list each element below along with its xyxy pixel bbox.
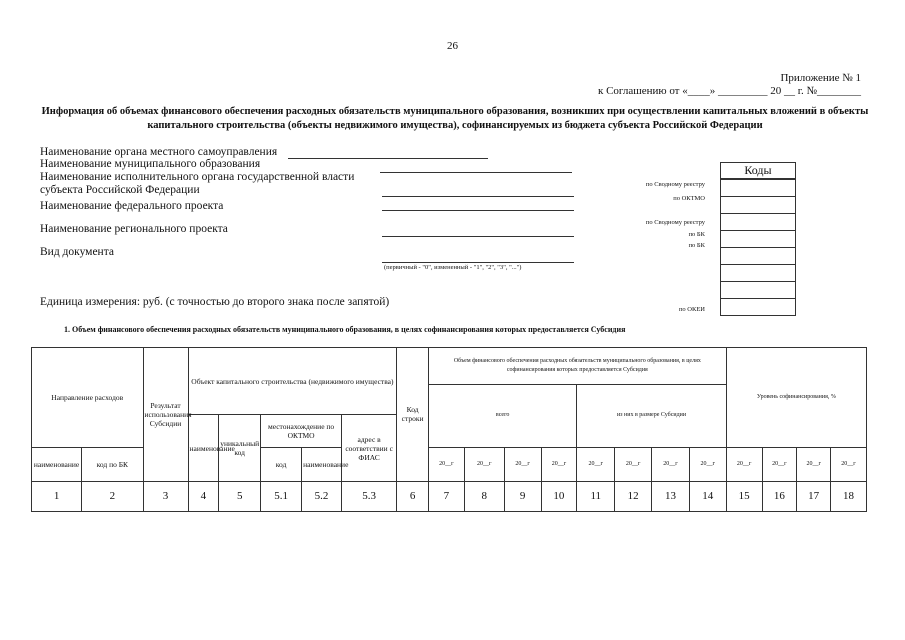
unit-label: Единица измерения: руб. (с точностью до второго знака после запятой) (40, 296, 390, 308)
local-gov-line[interactable] (288, 158, 488, 159)
year-header: 20__г (652, 447, 690, 481)
subsidy-table (31, 347, 867, 512)
year-header: 20__г (797, 447, 831, 481)
appendix-label: Приложение № 1 (780, 72, 861, 84)
code-cell-registry-2[interactable] (721, 214, 796, 231)
column-number: 7 (428, 481, 464, 511)
doc-type-line[interactable] (382, 262, 574, 263)
header-object-name: наименование (188, 415, 219, 481)
exec-body-label-2: субъекта Российской Федерации (40, 184, 200, 196)
header-bk-code: код по БК (82, 447, 143, 481)
codes-header: Коды (721, 163, 796, 180)
column-number: 18 (831, 481, 867, 511)
header-object: Объект капитального строительства (недвижимого имущества) (188, 348, 397, 415)
header-unique-code: уникальный код (219, 415, 261, 481)
okei-code-label: по ОКЕИ (678, 306, 705, 313)
doc-type-hint: (первичный - "0", измененный - "1", "2", "3", "...") (384, 264, 522, 271)
code-cell-bk-2[interactable] (721, 248, 796, 265)
registry-code-label-2: по Сводному реестру (645, 219, 705, 226)
column-number: 1 (32, 481, 82, 511)
year-header: 20__г (762, 447, 797, 481)
regional-project-line[interactable] (382, 236, 574, 237)
column-number: 5 (219, 481, 261, 511)
header-line-code: Код строки (397, 348, 429, 482)
column-number: 17 (797, 481, 831, 511)
section-1-heading: 1. Объем финансового обеспечения расходных обязательств муниципального образования, в целях софинансирования которых предоставляется Субсидия (64, 325, 626, 334)
oktmo-code-label: по ОКТМО (673, 195, 705, 202)
year-header: 20__г (726, 447, 762, 481)
column-number: 10 (541, 481, 577, 511)
code-cell-oktmo[interactable] (721, 197, 796, 214)
year-header: 20__г (615, 447, 652, 481)
federal-project-label: Наименование федерального проекта (40, 200, 224, 212)
header-subsidy-part: из них в размере Субсидии (577, 385, 726, 447)
column-number: 2 (82, 481, 143, 511)
agreement-reference: к Соглашению от «____» _________ 20 __ г. №________ (597, 85, 861, 97)
year-header: 20__г (428, 447, 464, 481)
header-name: наименование (32, 447, 82, 481)
year-header: 20__г (689, 447, 726, 481)
column-number: 5.2 (302, 481, 342, 511)
column-number: 3 (143, 481, 188, 511)
column-number: 5.3 (341, 481, 396, 511)
doc-type-label: Вид документа (40, 246, 114, 258)
exec-body-label: Наименование исполнительного органа государственной власти (40, 171, 355, 183)
code-cell-registry[interactable] (721, 179, 796, 197)
year-header: 20__г (831, 447, 867, 481)
exec-body-line[interactable] (382, 196, 574, 197)
header-fias: адрес в соответствии с ФИАС (341, 415, 396, 481)
column-number: 4 (188, 481, 219, 511)
column-number: 16 (762, 481, 797, 511)
column-number: 9 (504, 481, 541, 511)
document-title: Информация об объемах финансового обеспечения расходных обязательств муниципального образования, возникших при осуществлении капитальных вложений в объекты капитального строительства (объекты недвижимого имущества), софинансируемых из бюджета субъекта Российской Федерации (41, 106, 869, 131)
municipality-line[interactable] (380, 172, 572, 173)
column-number: 8 (464, 481, 504, 511)
code-cell-bk[interactable] (721, 231, 796, 248)
year-header: 20__г (504, 447, 541, 481)
header-oktmo-location: местонахождение по ОКТМО (261, 415, 342, 447)
column-number: 15 (726, 481, 762, 511)
municipality-label: Наименование муниципального образования (40, 158, 261, 170)
bk-code-label-2: по БК (688, 242, 705, 249)
column-number: 11 (577, 481, 615, 511)
year-header: 20__г (541, 447, 577, 481)
registry-code-label: по Сводному реестру (645, 181, 705, 188)
header-direction: Направление расходов (32, 348, 144, 448)
year-header: 20__г (577, 447, 615, 481)
regional-project-label: Наименование регионального проекта (40, 223, 228, 235)
local-gov-label: Наименование органа местного самоуправления (40, 146, 278, 158)
federal-project-line[interactable] (382, 210, 574, 211)
code-cell-okei[interactable] (721, 299, 796, 316)
header-total: всего (428, 385, 576, 447)
header-oktmo-name: наименование (302, 447, 342, 481)
page-number: 26 (447, 40, 458, 52)
header-cofin-level: Уровень софинансирования, % (726, 348, 866, 448)
header-volume: Объем финансового обеспечения расходных обязательств муниципального образования, в целях софинансирования которых предоставляется Субсидия (428, 348, 726, 385)
column-number: 5.1 (261, 481, 302, 511)
header-code: код (261, 447, 302, 481)
column-number: 14 (689, 481, 726, 511)
codes-table (720, 162, 796, 316)
code-cell-extra[interactable] (721, 282, 796, 299)
column-number: 13 (652, 481, 690, 511)
bk-code-label: по БК (688, 231, 705, 238)
year-header: 20__г (464, 447, 504, 481)
code-cell-doc-type[interactable] (721, 265, 796, 282)
column-number: 6 (397, 481, 429, 511)
header-result: Результат использования Субсидии (143, 348, 188, 482)
column-number: 12 (615, 481, 652, 511)
